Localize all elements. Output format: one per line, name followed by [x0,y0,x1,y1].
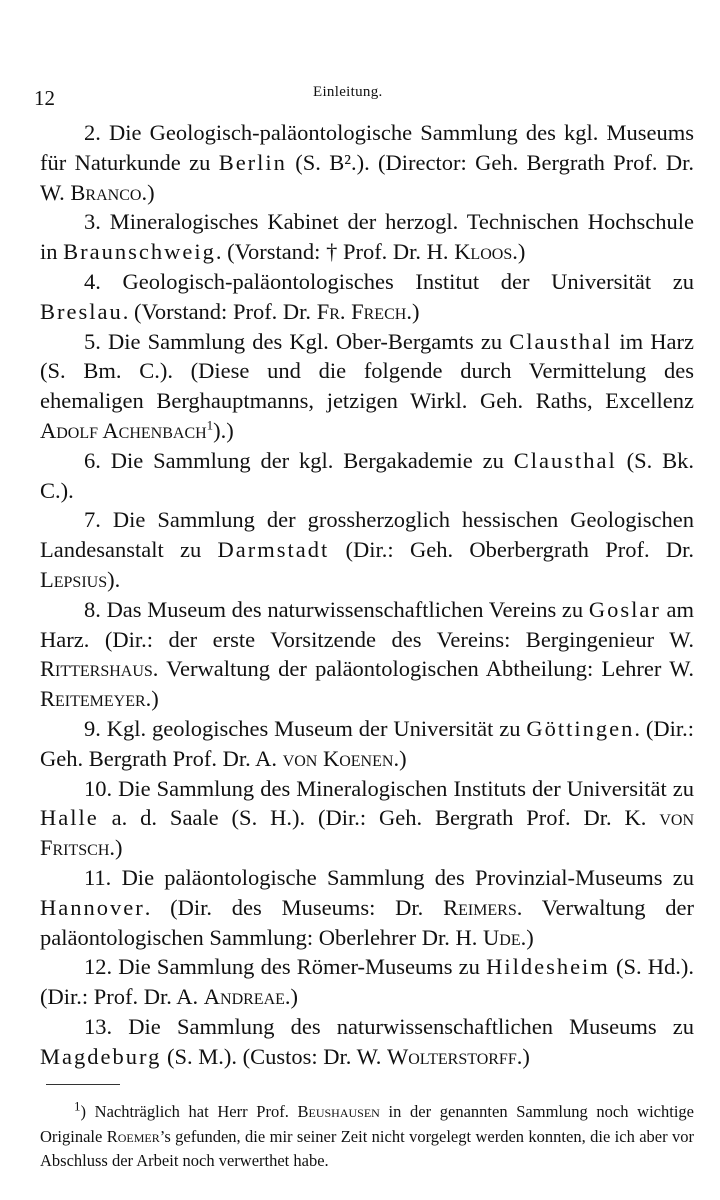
entry-text: Geologisch-paläontologisches Institut der Universität zu [122,268,695,294]
list-item [40,267,694,327]
entry-text: .) [520,924,534,950]
entry-text: im Harz (S. Bm. C.). (Diese und die folgende durch Vermittelung des ehemaligen Berghauptmanns, jetzigen Wirkl. Geh. Raths, Excellenz [40,328,695,414]
footnote-mark: 1 [74,1098,81,1114]
list-item [40,863,694,952]
entry-text: (Dir.: Geh. Oberbergrath Prof. Dr. [329,537,694,563]
list-item [40,446,694,506]
place-name: Clausthal [509,328,613,354]
footnote-text: ) Nachträglich hat Herr Prof. [80,1102,298,1121]
list-item [40,714,694,774]
footnote-divider [46,1084,120,1085]
entry-number: 2. [84,120,101,145]
entry-text: Mineralogisches Kabinet der herzogl. Technischen Hochschule in [40,209,694,265]
person-name: Reitemeyer [40,686,146,712]
person-name: Branco [70,179,142,205]
entry-text: a. d. Saale (S. H.). (Dir.: Geh. Bergrath Prof. Dr. K. [98,805,660,831]
entry-text: ).) [213,417,234,443]
person-name: Wolterstorff [387,1043,517,1069]
footnote [40,1100,694,1174]
entry-text: .) [284,984,299,1010]
entry-text: (S. Bk. C.). [40,447,694,503]
entry-text: (S. M.). (Custos: Dr. W. [161,1043,387,1069]
place-name: Clausthal [513,447,617,473]
page-number: 12 [34,86,55,110]
place-name: Magdeburg [40,1043,162,1069]
entry-text: Die paläontologische Sammlung des Provinzial-Museums zu [121,864,694,890]
place-name: Braunschweig [63,239,216,265]
entry-text: . (Dir.: Geh. Bergrath Prof. Dr. A. [40,715,695,771]
entry-number: 6. [84,447,101,473]
museum-list [40,118,694,1072]
entry-text: Das Museum des naturwissenschaftlichen Vereins zu [106,596,589,622]
person-name: von Fritsch [40,805,694,861]
place-name: Hannover [40,894,145,920]
entry-text: . Verwaltung der paläontologischen Abtheilung: Lehrer W. [152,656,694,682]
entry-text: .) [141,179,155,205]
place-name: Berlin [218,149,287,175]
footnote-reference: 1 [206,417,214,433]
person-name: von Koenen [282,745,394,771]
entry-number: 4. [84,268,101,294]
person-name: Kloos [454,239,513,265]
person-name: Rittershaus [40,656,153,682]
entry-text: . (Vorstand: Prof. Dr. [122,298,317,324]
entry-text: .) [406,298,420,324]
person-name: Andreae [203,984,285,1010]
person-name: Beushausen [297,1102,380,1121]
running-header: Einleitung. [313,84,383,100]
footnote-text: ’s gefunden, die mir seiner Zeit nicht vorgelegt werden konnten, die ich aber vor Abschluss der Arbeit noch verwerthet habe. [40,1126,695,1170]
list-item [40,118,694,207]
entry-text: Die Sammlung des naturwissenschaftlichen Museums zu [128,1013,695,1039]
entry-text: ). [107,566,121,592]
entry-text: .) [393,745,407,771]
person-name: Lepsius [40,566,108,592]
place-name: Hildesheim [486,954,610,980]
entry-text: Kgl. geologisches Museum der Universität zu [106,715,527,741]
list-item [40,505,694,594]
entry-number: 13. [84,1013,113,1039]
person-name: Fr. Frech [316,298,407,324]
person-name: Adolf Achenbach [40,417,207,443]
entry-text: Die Sammlung des Kgl. Ober-Bergamts zu [108,328,510,354]
entry-text: .) [145,686,159,712]
entry-text: .) [109,835,123,861]
place-name: Halle [40,805,99,831]
entry-text: Die Sammlung der kgl. Bergakademie zu [110,447,514,473]
list-item [40,1012,694,1072]
place-name: Breslau [40,298,123,324]
entry-text: . (Dir. des Museums: Dr. [144,894,444,920]
entry-text: Die Sammlung des Römer-Museums zu [118,954,487,980]
entry-number: 9. [84,715,101,741]
person-name: Roemer [106,1126,160,1146]
list-item [40,207,694,267]
entry-number: 7. [84,507,101,533]
list-item [40,774,694,863]
place-name: Darmstadt [217,537,330,563]
entry-number: 5. [84,328,101,354]
entry-number: 3. [84,209,101,235]
entry-number: 11. [84,864,112,890]
entry-text: .) [512,239,526,265]
entry-text: Die Geologisch-paläontologische Sammlung des kgl. Museums für Naturkunde zu [40,120,695,175]
person-name: Ude [483,924,521,950]
entry-text: Die Sammlung der grossherzoglich hessischen Geologischen Landesanstalt zu [40,507,694,563]
list-item [40,595,694,714]
entry-text: .) [516,1043,530,1069]
entry-number: 8. [84,596,101,622]
entry-text: (S. Hd.). (Dir.: Prof. Dr. A. [40,954,694,1010]
footnote-text: in der genannten Sammlung noch wichtige Originale [40,1102,694,1146]
place-name: Göttingen [526,715,635,741]
place-name: Goslar [588,596,661,622]
entry-text: Die Sammlung des Mineralogischen Instituts der Universität zu [118,775,695,801]
entry-text: am Harz. (Dir.: der erste Vorsitzende des Vereins: Bergingenieur W. [40,596,694,652]
list-item [40,952,694,1012]
entry-number: 12. [84,954,113,980]
person-name: Reimers [443,894,517,920]
entry-text: (S. B².). (Director: Geh. Bergrath Prof. Dr. W. [40,149,694,205]
entry-text: . Verwaltung der paläontologischen Sammlung: Oberlehrer Dr. H. [40,894,695,950]
entry-number: 10. [84,775,113,801]
list-item [40,327,694,446]
entry-text: . (Vorstand: † Prof. Dr. H. [215,239,455,265]
